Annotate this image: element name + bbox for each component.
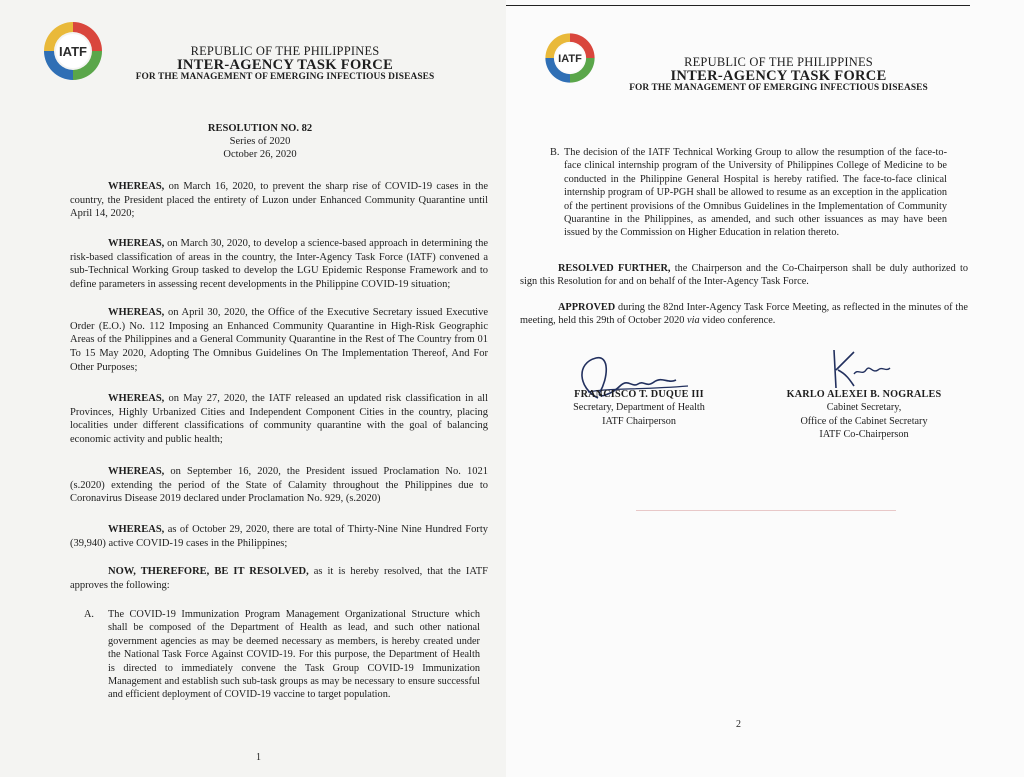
letterhead-subtitle: FOR THE MANAGEMENT OF EMERGING INFECTIOUS DISEASES — [135, 72, 435, 83]
letterhead-republic: REPUBLIC OF THE PHILIPPINES — [190, 44, 380, 58]
page-number: 1 — [256, 752, 261, 763]
signatory-office: Office of the Cabinet Secretary — [800, 415, 928, 427]
whereas-clause-5: WHEREAS, on September 16, 2020, the President issued Proclamation No. 1021 (s.2020) extending the period of the State of Calamity throughout the Philippines due to Coronavirus Disease 2019 declared under Proclamation No. 929, (s.2020) — [70, 466, 488, 505]
whereas-clause-2: WHEREAS, on March 30, 2020, to develop a science-based approach in determining the risk-based classification of areas in the country, the Inter-Agency Task Force (IATF) convened a sub-Technical Working Group tasked to develop the LGU Epidemic Response Framework and to define parameters in assessing recent developments in the Philippine COVID-19 situation; — [70, 238, 488, 290]
iatf-logo — [40, 18, 106, 84]
resolution-series: Series of 2020 — [229, 136, 291, 148]
page-number: 2 — [736, 719, 741, 730]
resolution-item-a — [84, 608, 480, 702]
approved-clause: APPROVED during the 82nd Inter-Agency Task Force Meeting, as reflected in the minutes of the meeting, held this 29th of October 2020 via video conference. — [520, 302, 968, 327]
signatory-chairperson — [544, 388, 734, 428]
resolution-title — [160, 122, 360, 161]
letterhead — [110, 45, 460, 83]
resolved-clause: NOW, THEREFORE, BE IT RESOLVED, as it is hereby resolved, that the IATF approves the following: — [70, 566, 489, 591]
whereas-clause-6: WHEREAS, as of October 29, 2020, there are total of Thirty-Nine Nine Hundred Forty (39,940) active COVID-19 cases in the Philippines; — [70, 524, 488, 549]
item-b-text: The decision of the IATF Technical Working Group to allow the resumption of the face-to-face clinical internship program of the University of Philippines College of Medicine to be conducted in the Philippine General Hospital is hereby ratified. The face-to-face clinical internship program of UP-PGH shall be allowed to resume as an exception in the application of the pertinent provisions of the Omnibus Guidelines in the Implementation of Community Quarantine in the Philippines, as amended, and such other issuances as may have been issued by the Commission on Higher Education in relation thereto. — [564, 147, 947, 239]
item-a-text: The COVID-19 Immunization Program Management Organizational Structure which shall be composed of the Department of Health as lead, and such other national government agencies as may be deemed necessary as members, is hereby created under the National Task Force Against COVID-19. For this purpose, the Department of Health is directed to immediately convene the Task Group COVID-19 Immunization Management and establish such sub-task groups as may be necessary to ensure successful and efficient deployment of COVID-19 vaccine to target population. — [108, 609, 480, 701]
scan-artifact-line — [636, 510, 896, 511]
letterhead-subtitle: FOR THE MANAGEMENT OF EMERGING INFECTIOUS DISEASES — [629, 83, 928, 94]
whereas-clause-3: WHEREAS, on April 30, 2020, the Office of the Executive Secretary issued Executive Order (E.O.) No. 112 Imposing an Enhanced Community Quarantine in High-Risk Geographic Areas of the Philippines and a General Community Quarantine in the Rest of The Country from 01 To 15 May 2020, Adopting The Omnibus Guidelines On The Implementation Thereof, And For Other Purposes; — [70, 307, 488, 373]
resolution-number: RESOLUTION NO. 82 — [207, 123, 313, 134]
letterhead-republic: REPUBLIC OF THE PHILIPPINES — [684, 55, 873, 69]
page-edge-line — [506, 5, 970, 6]
resolution-page-1 — [0, 0, 506, 777]
signatory-name: FRANCISCO T. DUQUE III — [574, 389, 704, 400]
signatory-role: IATF Co-Chairperson — [819, 428, 909, 440]
signatory-title: Secretary, Department of Health — [573, 402, 705, 414]
iatf-logo — [542, 30, 598, 86]
letterhead-org: INTER-AGENCY TASK FORCE — [176, 57, 394, 74]
signatory-title: Cabinet Secretary, — [826, 402, 902, 414]
letterhead — [606, 56, 951, 94]
logo-text: IATF — [59, 44, 87, 59]
resolved-further-clause: RESOLVED FURTHER, the Chairperson and the Co-Chairperson shall be duly authorized to sign this Resolution for and on behalf of the Inter-Agency Task Force. — [520, 263, 968, 288]
item-b-label: B. — [550, 147, 560, 158]
resolution-item-b — [550, 146, 947, 240]
whereas-clause-4: WHEREAS, on May 27, 2020, the IATF released an updated risk classification in all Provinces, Highly Urbanized Cities and Independent Component Cities in the country, placing localities under different classifications of community quarantine with the goal of balancing economic activity and public health; — [70, 393, 488, 445]
letterhead-org: INTER-AGENCY TASK FORCE — [670, 68, 887, 85]
resolution-page-2 — [506, 0, 1024, 777]
whereas-clause-1: WHEREAS, on March 16, 2020, to prevent the sharp rise of COVID-19 cases in the country, the President placed the entirety of Luzon under Enhanced Community Quarantine until April 14, 2020; — [70, 181, 488, 220]
logo-text: IATF — [558, 53, 582, 66]
signatory-co-chairperson — [764, 388, 964, 441]
item-a-label: A. — [84, 609, 95, 620]
signatory-role: IATF Chairperson — [602, 415, 676, 427]
resolution-date: October 26, 2020 — [223, 149, 297, 161]
signatory-name: KARLO ALEXEI B. NOGRALES — [786, 389, 942, 400]
